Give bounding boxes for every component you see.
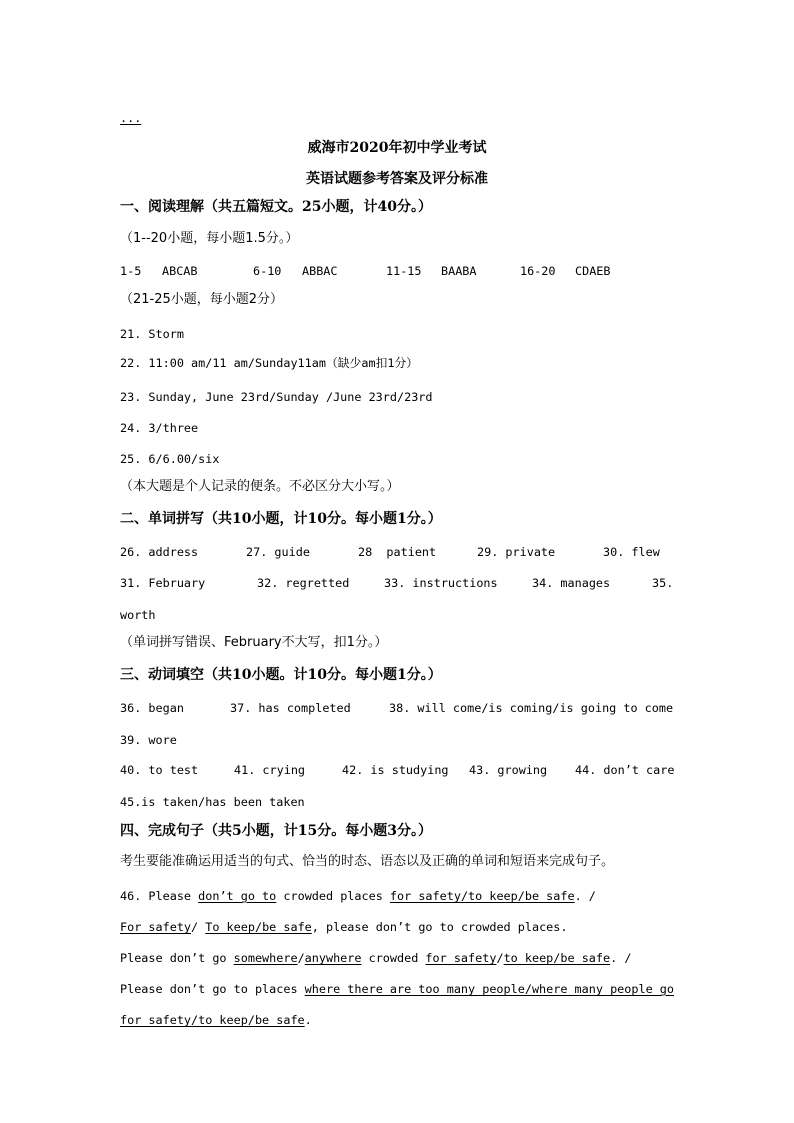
section-1-heading: 一、阅读理解（共五篇短文。25小题，计40分。） xyxy=(120,199,432,215)
answer-31: 31. February xyxy=(120,576,206,590)
section-1-note-3: （本大题是个人记录的便条。不必区分大小写。） xyxy=(120,479,400,494)
section-1-note-1: （1--20小题，每小题1.5分。） xyxy=(120,231,299,246)
answer-27: 27. guide xyxy=(246,545,310,559)
section-4-intro: 考生要能准确运用适当的句式、恰当的时态、语态以及正确的单词和短语来完成句子。 xyxy=(120,854,615,869)
answer-40: 40. to test xyxy=(120,763,199,777)
underlined-answer: To keep/be safe xyxy=(205,920,312,934)
answer-42: 42. is studying xyxy=(342,763,449,777)
answer-32: 32. regretted xyxy=(257,576,350,590)
answer-33: 33. instructions xyxy=(384,576,498,590)
answer-26: 26. address xyxy=(120,545,199,559)
document-subtitle: 英语试题参考答案及评分标准 xyxy=(306,171,488,187)
answer-21: 21. Storm xyxy=(120,327,184,341)
mc-answer-1: ABCAB xyxy=(162,264,198,278)
answer-46-line-4: Please don’t go to places where there are too many people/where many people go xyxy=(120,982,674,996)
underlined-answer: to keep/be safe xyxy=(503,951,611,965)
answer-38: 38. will come/is coming/is going to come xyxy=(389,701,674,715)
underlined-answer: for safety xyxy=(425,951,497,965)
section-2-heading: 二、单词拼写（共10小题，计10分。每小题1分。） xyxy=(120,511,442,527)
mc-range-1: 1-5 xyxy=(120,264,142,278)
underlined-answer: for safety/to keep/be safe xyxy=(389,889,575,903)
underlined-answer: where there are too many people/where many people go xyxy=(304,982,674,996)
answer-43: 43. growing xyxy=(469,763,548,777)
section-2-note: （单词拼写错误、February不大写，扣1分。） xyxy=(120,635,388,650)
answer-37: 37. has completed xyxy=(230,701,351,715)
answer-22: 22. 11:00 am/11 am/Sunday11am（缺少am扣1分） xyxy=(120,356,419,370)
answer-41: 41. crying xyxy=(234,763,306,777)
answer-24: 24. 3/three xyxy=(120,421,199,435)
answer-36: 36. began xyxy=(120,701,184,715)
answer-44: 44. don’t care xyxy=(575,763,675,777)
underlined-answer: For safety xyxy=(120,920,192,934)
document-title: 威海市2020年初中学业考试 xyxy=(307,140,487,156)
mc-answer-3: BAABA xyxy=(441,264,477,278)
answer-28: 28 patient xyxy=(358,545,437,559)
answer-35-number: 35. xyxy=(652,576,674,590)
mc-range-3: 11-15 xyxy=(386,264,422,278)
answer-34: 34. manages xyxy=(532,576,611,590)
answer-35-word: worth xyxy=(120,608,156,622)
underlined-answer: don’t go to xyxy=(198,889,277,903)
answer-25: 25. 6/6.00/six xyxy=(120,452,220,466)
answer-30: 30. flew xyxy=(603,545,660,559)
section-3-heading: 三、动词填空（共10小题。计10分。每小题1分。） xyxy=(120,667,442,683)
mc-range-4: 16-20 xyxy=(520,264,556,278)
underlined-answer: for safety/to keep/be safe xyxy=(120,1013,305,1027)
answer-23: 23. Sunday, June 23rd/Sunday /June 23rd/23rd xyxy=(120,390,433,404)
answer-29: 29. private xyxy=(477,545,556,559)
mc-answer-4: CDAEB xyxy=(575,264,611,278)
ellipsis-mark: ... xyxy=(120,111,142,125)
underlined-answer: anywhere xyxy=(304,951,362,965)
answer-46-line-1: 46. Please don’t go to crowded places for safety/to keep/be safe. / xyxy=(120,889,596,903)
mc-range-2: 6-10 xyxy=(253,264,282,278)
section-4-heading: 四、完成句子（共5小题，计15分。每小题3分。） xyxy=(120,823,432,839)
answer-39: 39. wore xyxy=(120,733,177,747)
answer-46-line-2: For safety/ To keep/be safe, please don’t go to crowded places. xyxy=(120,920,568,934)
section-1-note-2: （21-25小题，每小题2分） xyxy=(120,292,284,307)
answer-45: 45.is taken/has been taken xyxy=(120,795,305,809)
answer-46-line-5: for safety/to keep/be safe. xyxy=(120,1013,312,1027)
answer-46-line-3: Please don’t go somewhere/anywhere crowded for safety/to keep/be safe. / xyxy=(120,951,632,965)
mc-answer-2: ABBAC xyxy=(302,264,338,278)
underlined-answer: somewhere xyxy=(233,951,298,965)
